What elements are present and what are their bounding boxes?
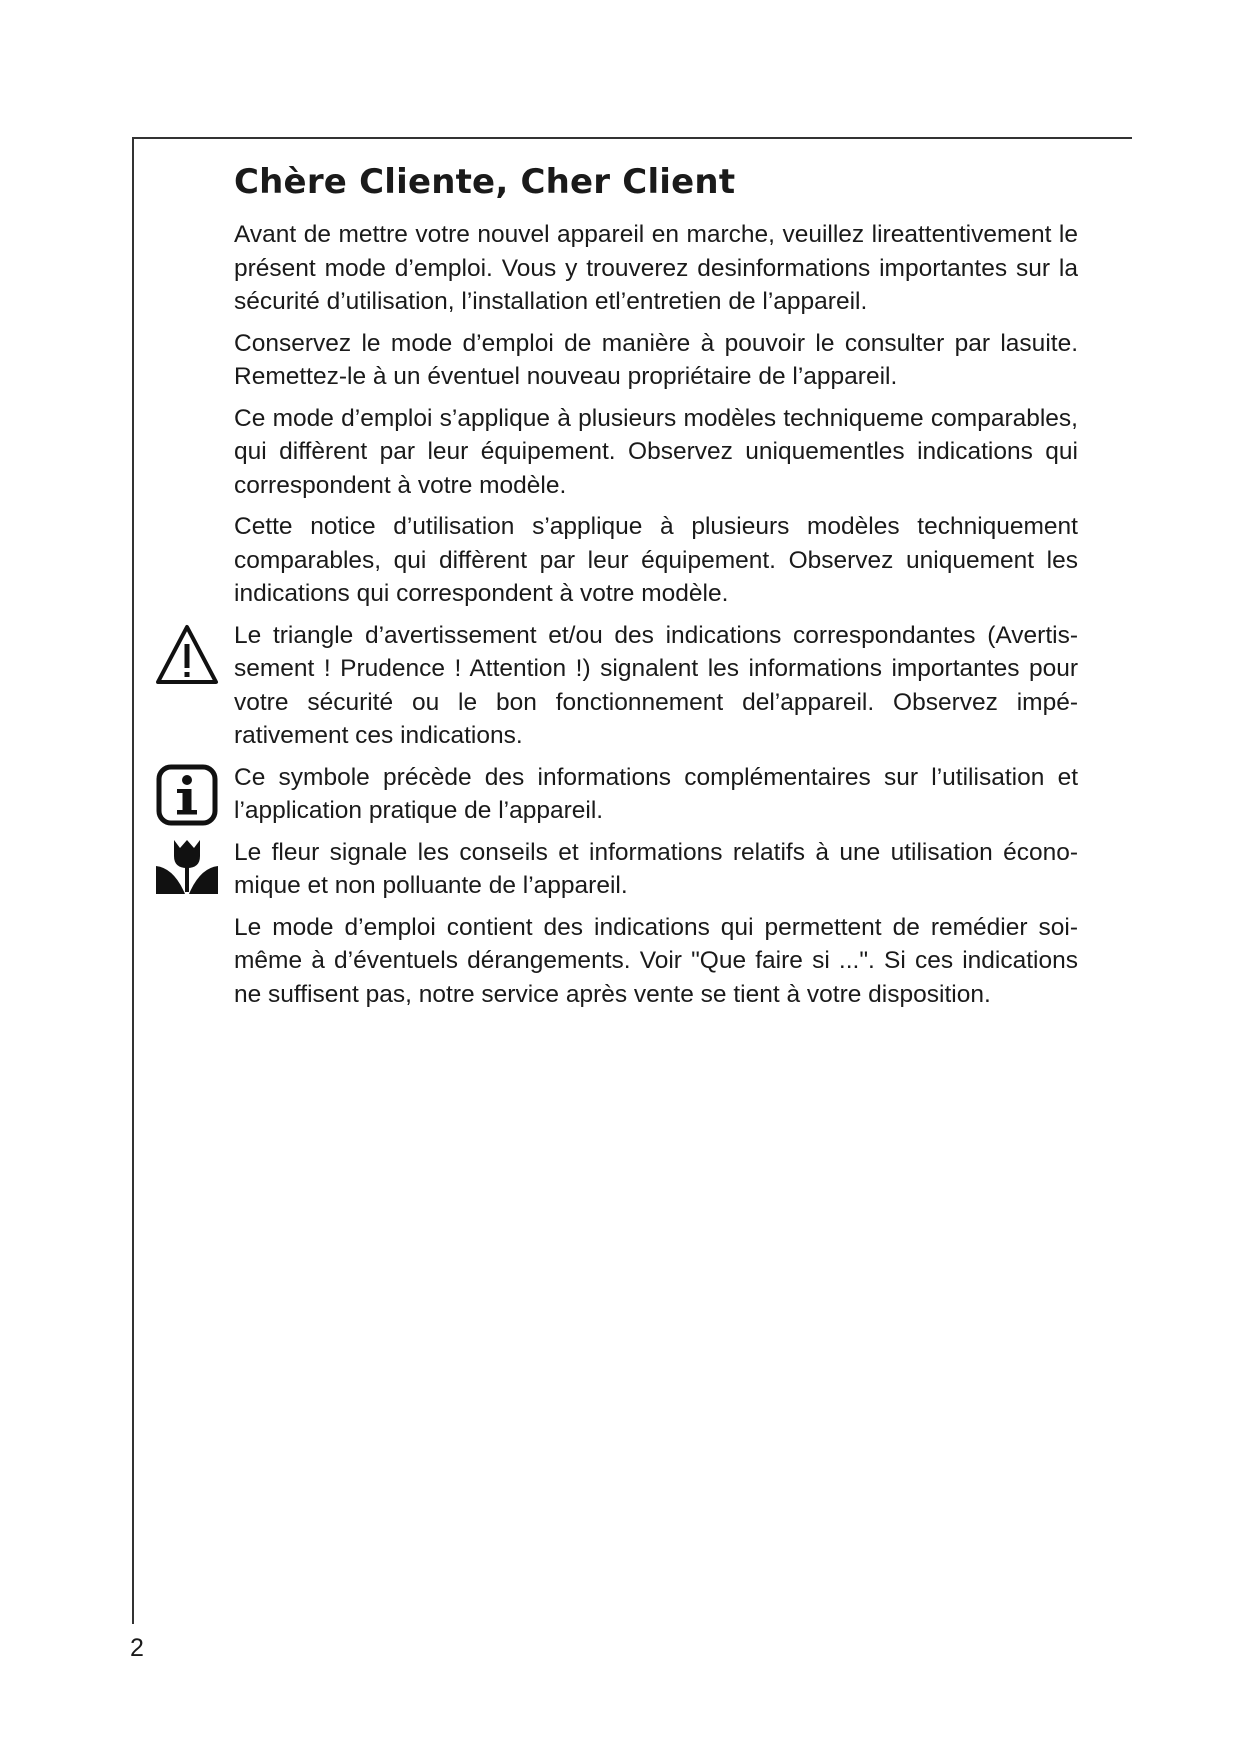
- paragraph-models-1: Ce mode d’emploi s’applique à plusieurs modèles techniqueme comparables, qui diffèrent par leur équipement. Observez uniquementles indications qui correspondent à votre modèle.: [234, 404, 1078, 499]
- page-number: 2: [130, 1634, 144, 1662]
- flower-icon: [154, 836, 220, 902]
- paragraph-warning: Le triangle d’avertissement et/ou des indications correspondantes (Avertis-sement ! Prudence ! Attention !) signalent les informations importantes pour votre sécurité ou le bon fonctionnement del’appareil. Observez impé-rativement ces indications.: [234, 621, 1078, 749]
- paragraph-models-2: Cette notice d’utilisation s’applique à plusieurs modèles techniquement comparables, qui diffèrent par leur équipement. Observez uniquement les indications qui correspondent à votre modèle.: [234, 513, 1078, 607]
- document-body: [234, 160, 1078, 1019]
- paragraph-keep-manual: Conservez le mode d’emploi de manière à pouvoir le consulter par lasuite. Remettez-le à un éventuel nouveau propriétaire de l’appareil.: [234, 329, 1078, 390]
- frame-top-rule: [132, 137, 1132, 139]
- paragraph-troubleshooting: Le mode d’emploi contient des indications qui permettent de remédier soi-même à d’éventuels dérangements. Voir "Que faire si ...". Si ces indications ne suffisent pas, notre service après vente se tient à votre disposition.: [234, 913, 1078, 1008]
- paragraph-intro: Avant de mettre votre nouvel appareil en marche, veuillez lireattentivement le présent mode d’emploi. Vous y trouverez desinformations importantes sur la sécurité d’utilisation, l’installation etl’entretien de l’appareil.: [234, 221, 1078, 315]
- paragraph-info: Ce symbole précède des informations complémentaires sur l’utilisation et l’application pratique de l’appareil.: [234, 763, 1078, 824]
- paragraph-eco: Le fleur signale les conseils et informations relatifs à une utilisation écono-mique et non polluante de l’appareil.: [234, 838, 1078, 899]
- page-title: Chère Cliente, Cher Client: [234, 162, 736, 202]
- warning-triangle-icon: [154, 622, 220, 688]
- info-icon: [154, 762, 220, 828]
- frame-left-rule: [132, 137, 134, 1624]
